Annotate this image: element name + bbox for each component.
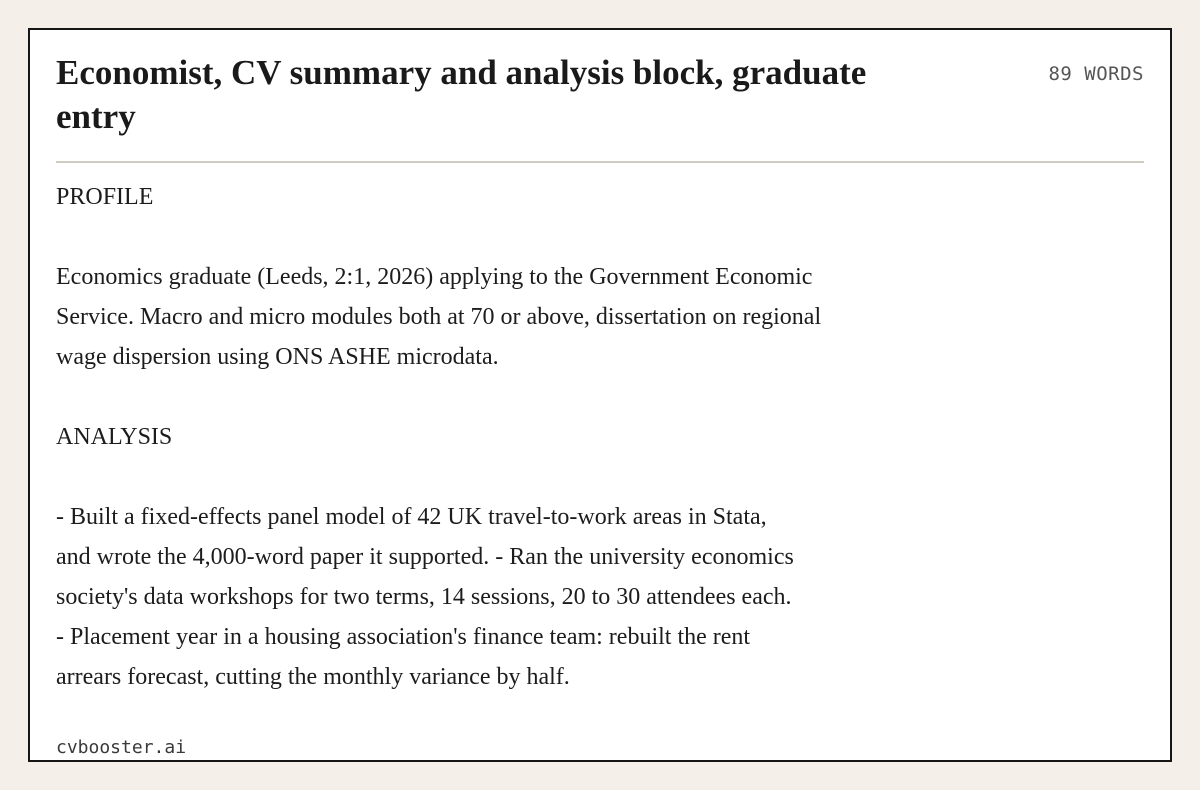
word-count-badge: 89 WORDS bbox=[1048, 63, 1144, 85]
document-title: Economist, CV summary and analysis block, graduate entry bbox=[56, 53, 867, 136]
footer-brand: cvbooster.ai bbox=[56, 737, 187, 758]
analysis-line: arrears forecast, cutting the monthly variance by half. bbox=[56, 664, 570, 690]
profile-line: Economics graduate (Leeds, 2:1, 2026) applying to the Government Economic bbox=[56, 264, 813, 290]
spacer bbox=[56, 377, 1016, 417]
analysis-line: - Placement year in a housing association's finance team: rebuilt the rent bbox=[56, 624, 751, 650]
card-header bbox=[56, 30, 1144, 163]
analysis-line: society's data workshops for two terms, 14 sessions, 20 to 30 attendees each. bbox=[56, 584, 792, 610]
profile-line: Service. Macro and micro modules both at 70 or above, dissertation on regional bbox=[56, 304, 822, 330]
analysis-line: - Built a fixed-effects panel model of 42 UK travel-to-work areas in Stata, bbox=[56, 504, 767, 530]
profile-heading: PROFILE bbox=[56, 184, 154, 210]
spacer bbox=[56, 457, 1016, 497]
cv-card bbox=[28, 28, 1172, 762]
analysis-heading: ANALYSIS bbox=[56, 424, 173, 450]
analysis-line: and wrote the 4,000-word paper it supported. - Ran the university economics bbox=[56, 544, 794, 570]
profile-line: wage dispersion using ONS ASHE microdata. bbox=[56, 344, 499, 370]
spacer bbox=[56, 217, 1016, 257]
cv-body bbox=[56, 177, 1016, 697]
